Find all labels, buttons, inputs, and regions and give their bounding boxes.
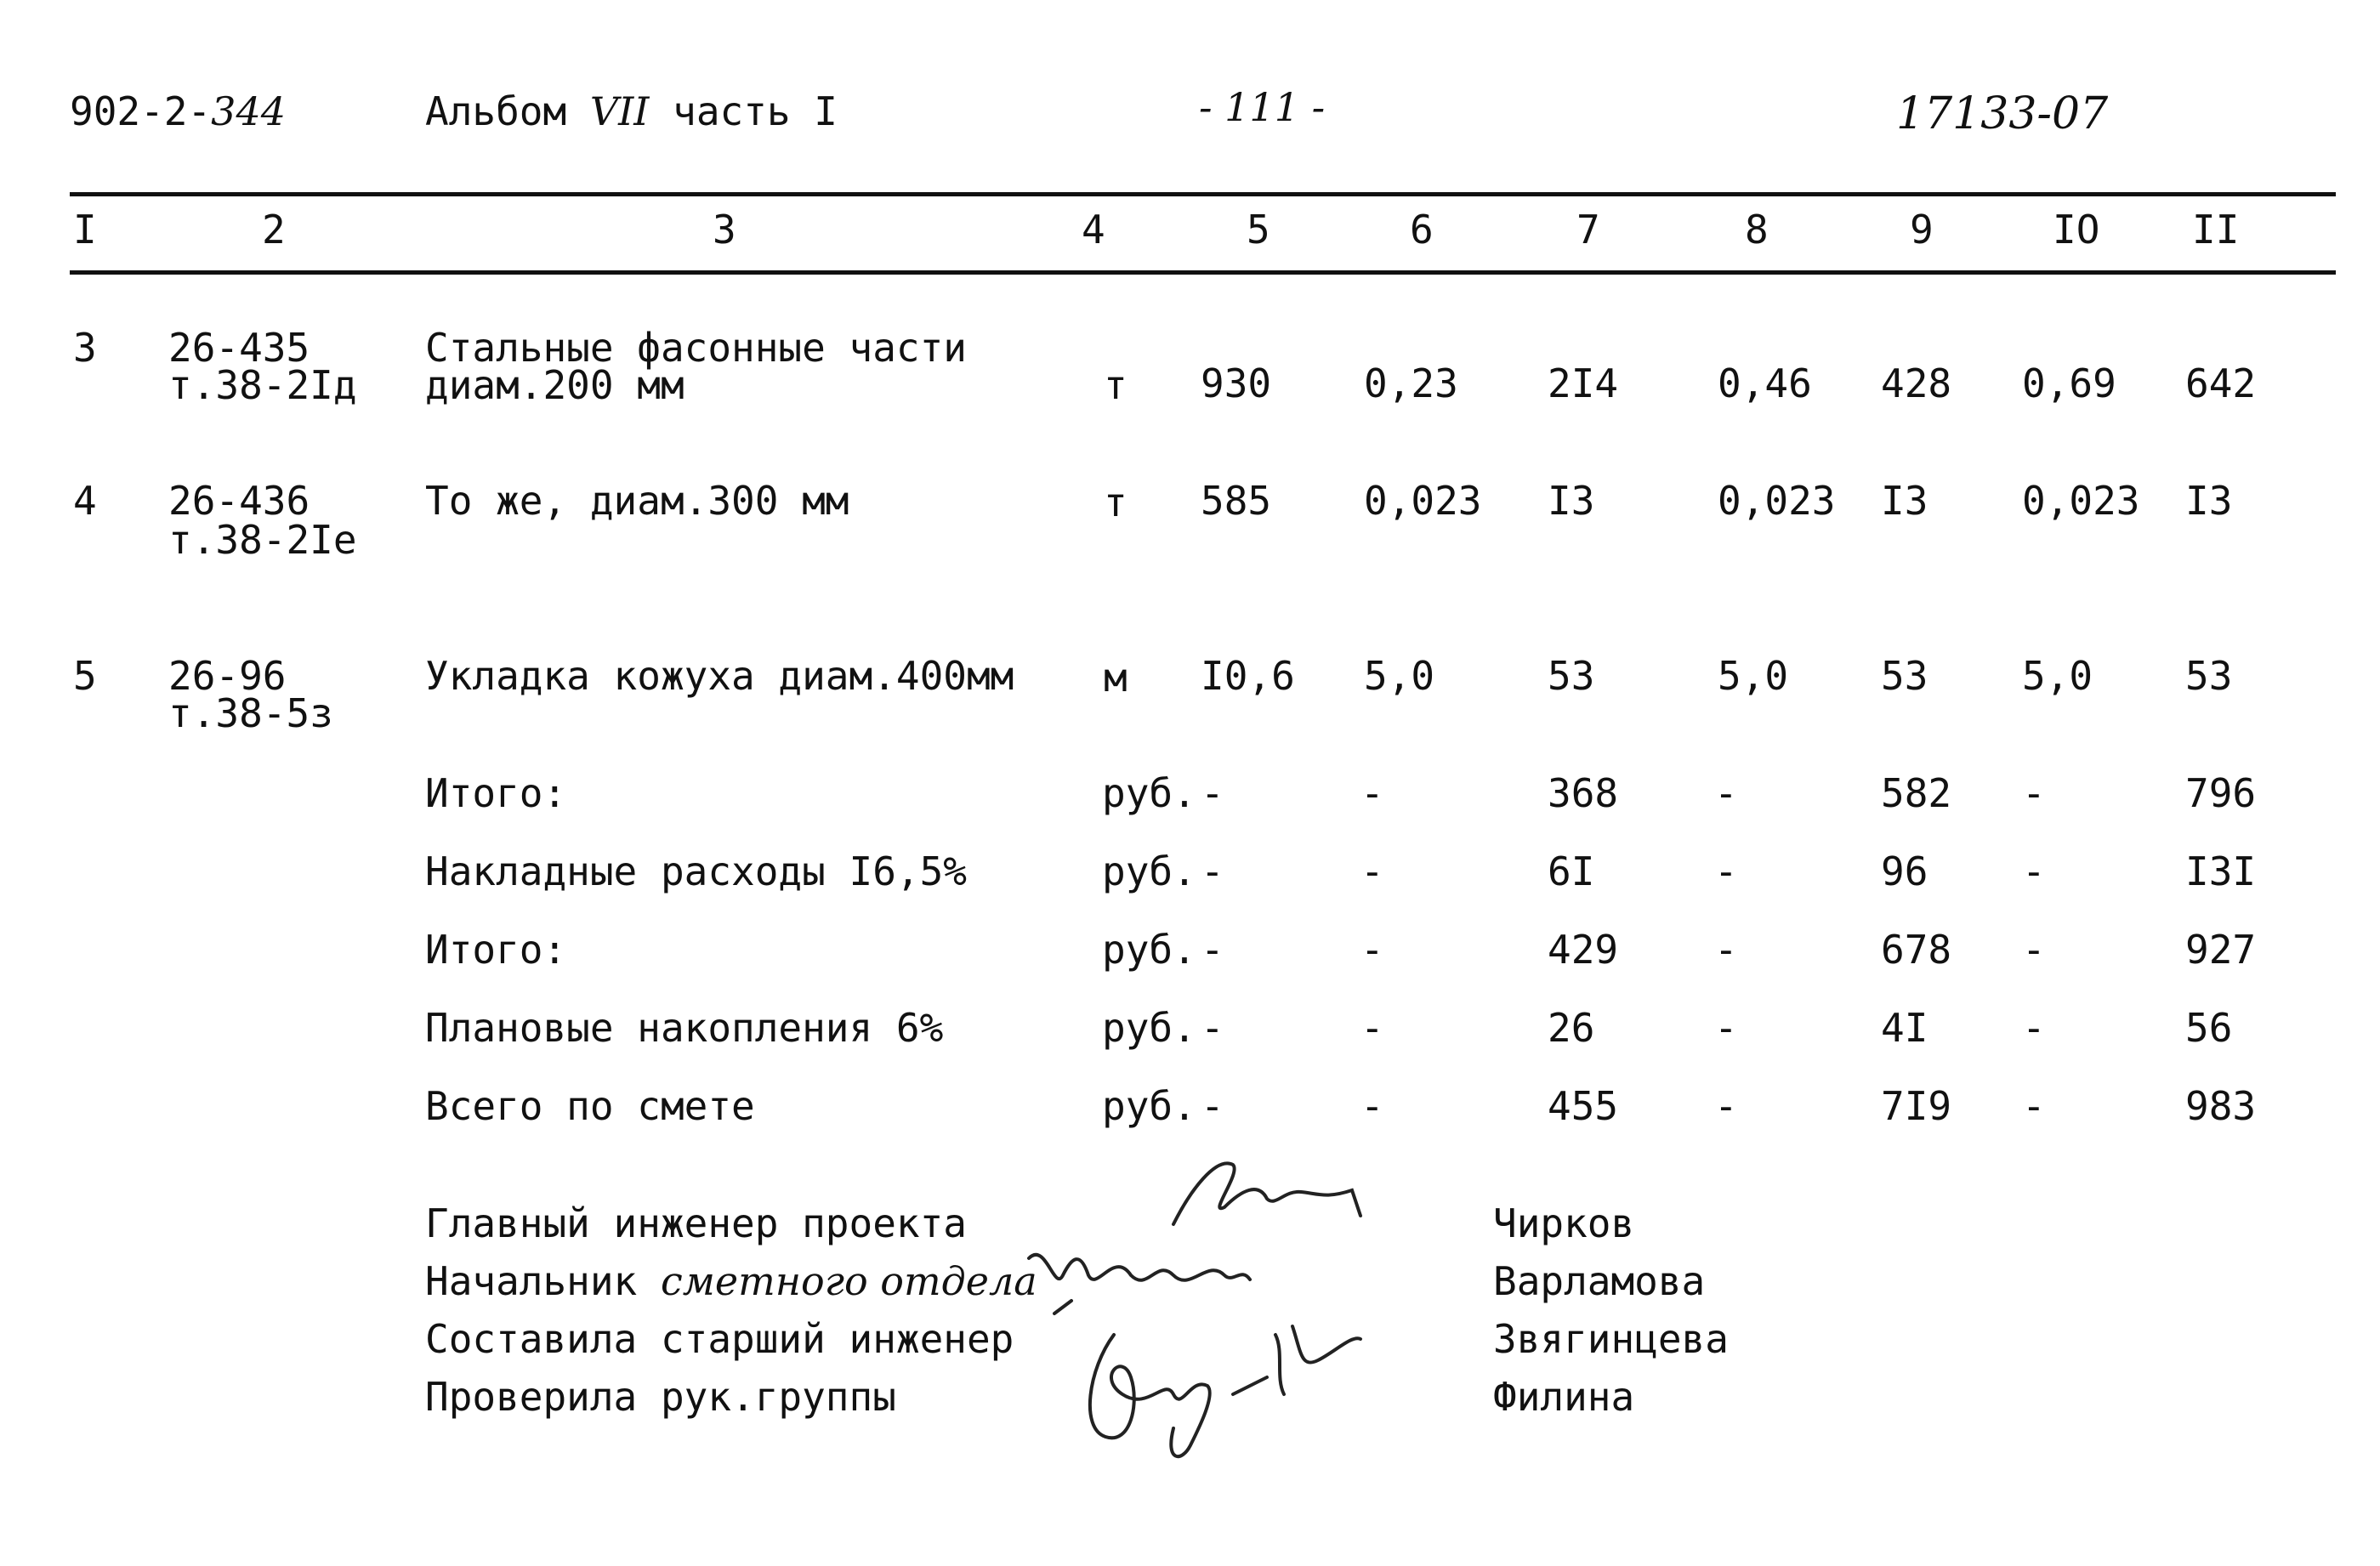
column-header: 3 [713,207,736,252]
column-header: 2 [262,207,286,252]
signatory-name: Варламова [1493,1258,1706,1304]
cell-6: - [1360,770,1384,816]
total-unit: руб. [1102,1083,1196,1129]
item-description: То же, диам.300 мм [425,478,849,524]
unit: м [1104,655,1128,701]
cell-7: 26 [1548,1005,1595,1051]
total-label: Плановые накопления 6% [425,1005,944,1051]
document-number: 17133-07 [1896,88,2109,139]
column-header: 9 [1910,207,1934,252]
handwritten-role: сметного отдела [660,1258,1037,1304]
cell-9: 53 [1881,653,1928,699]
cell-10: 0,69 [2022,360,2116,406]
cell-5: - [1201,1005,1224,1051]
signatory-role: Начальник сметного отдела [425,1258,1037,1304]
price-code: 26-96 [168,653,287,699]
unit: т [1104,479,1128,525]
signatory-name: Филина [1493,1374,1635,1420]
cell-8: - [1714,1083,1738,1129]
row-number: 5 [73,653,97,699]
cell-8: 0,023 [1718,478,1836,524]
total-label: Итого: [425,927,567,973]
cell-11: 927 [2185,927,2257,973]
column-header: IO [2053,207,2100,252]
album-label: Альбом VII часть I [425,88,838,134]
cell-11: I3 [2185,478,2233,524]
signatory-role: Составила старший инженер [425,1316,1014,1362]
cell-9: 4I [1881,1005,1928,1051]
price-code: 26-436 [168,478,310,524]
cell-10: 5,0 [2022,653,2093,699]
cell-8: - [1714,927,1738,973]
cell-7: 455 [1548,1083,1619,1129]
cell-6: 0,23 [1364,360,1458,406]
cell-8: - [1714,848,1738,894]
cell-10: - [2022,848,2046,894]
cell-10: - [2022,1005,2046,1051]
cell-5: 585 [1201,478,1272,524]
item-description: Стальные фасонные части [425,325,967,371]
cell-7: 429 [1548,927,1619,973]
header-rule-bottom [70,270,2336,275]
cell-9: I3 [1881,478,1928,524]
cell-5: - [1201,927,1224,973]
total-label: Всего по смете [425,1083,755,1129]
cell-8: 5,0 [1718,653,1789,699]
cell-11: 53 [2185,653,2233,699]
cell-7: I3 [1548,478,1595,524]
total-unit: руб. [1102,848,1196,894]
signatory-role: Главный инженер проекта [425,1200,967,1246]
cell-11: 983 [2185,1083,2257,1129]
cell-6: - [1360,927,1384,973]
header-rule-top [70,192,2336,196]
cell-5: 930 [1201,360,1272,406]
signatory-role: Проверила рук.группы [425,1374,896,1420]
cell-6: - [1360,1005,1384,1051]
item-description-cont: диам.200 мм [425,362,684,408]
cell-11: I3I [2185,848,2257,894]
price-reference: т.38-2Iд [168,362,357,408]
cell-6: - [1360,1083,1384,1129]
row-number: 4 [73,478,97,524]
signatory-name: Звягинцева [1493,1316,1729,1362]
row-number: 3 [73,325,97,371]
cell-11: 56 [2185,1005,2233,1051]
cell-7: 6I [1548,848,1595,894]
cell-5: - [1201,848,1224,894]
cell-10: - [2022,770,2046,816]
price-reference: т.38-2Iе [168,517,357,563]
cell-11: 642 [2185,360,2257,406]
unit: т [1104,362,1128,408]
cell-6: 5,0 [1364,653,1435,699]
cell-8: - [1714,770,1738,816]
cell-11: 796 [2185,770,2257,816]
column-header: 8 [1745,207,1769,252]
signatory-name: Чирков [1493,1200,1635,1246]
cell-9: 582 [1881,770,1952,816]
cell-10: - [2022,1083,2046,1129]
cell-10: - [2022,927,2046,973]
cell-5: - [1201,770,1224,816]
price-code: 26-435 [168,325,310,371]
column-header: 7 [1576,207,1600,252]
total-unit: руб. [1102,927,1196,973]
cell-6: - [1360,848,1384,894]
cell-7: 368 [1548,770,1619,816]
column-header: I [73,207,97,252]
cell-5: I0,6 [1201,653,1295,699]
cell-8: 0,46 [1718,360,1812,406]
item-description: Укладка кожуха диам.400мм [425,653,1014,699]
column-header: 5 [1247,207,1270,252]
column-header: 6 [1410,207,1434,252]
total-label: Накладные расходы I6,5% [425,848,967,894]
signature-scribble-compiler [1063,1301,1386,1488]
price-reference: т.38-5з [168,690,333,736]
total-unit: руб. [1102,770,1196,816]
cell-9: 428 [1881,360,1952,406]
project-code: 902-2-344 [70,88,286,134]
total-unit: руб. [1102,1005,1196,1051]
cell-7: 53 [1548,653,1595,699]
column-header: II [2192,207,2240,252]
cell-6: 0,023 [1364,478,1482,524]
cell-9: 678 [1881,927,1952,973]
cell-9: 96 [1881,848,1928,894]
cell-9: 7I9 [1881,1083,1952,1129]
page-number: - 111 - [1199,84,1326,130]
cell-8: - [1714,1005,1738,1051]
cell-7: 2I4 [1548,360,1619,406]
cell-10: 0,023 [2022,478,2140,524]
column-header: 4 [1082,207,1105,252]
cell-5: - [1201,1083,1224,1129]
total-label: Итого: [425,770,567,816]
